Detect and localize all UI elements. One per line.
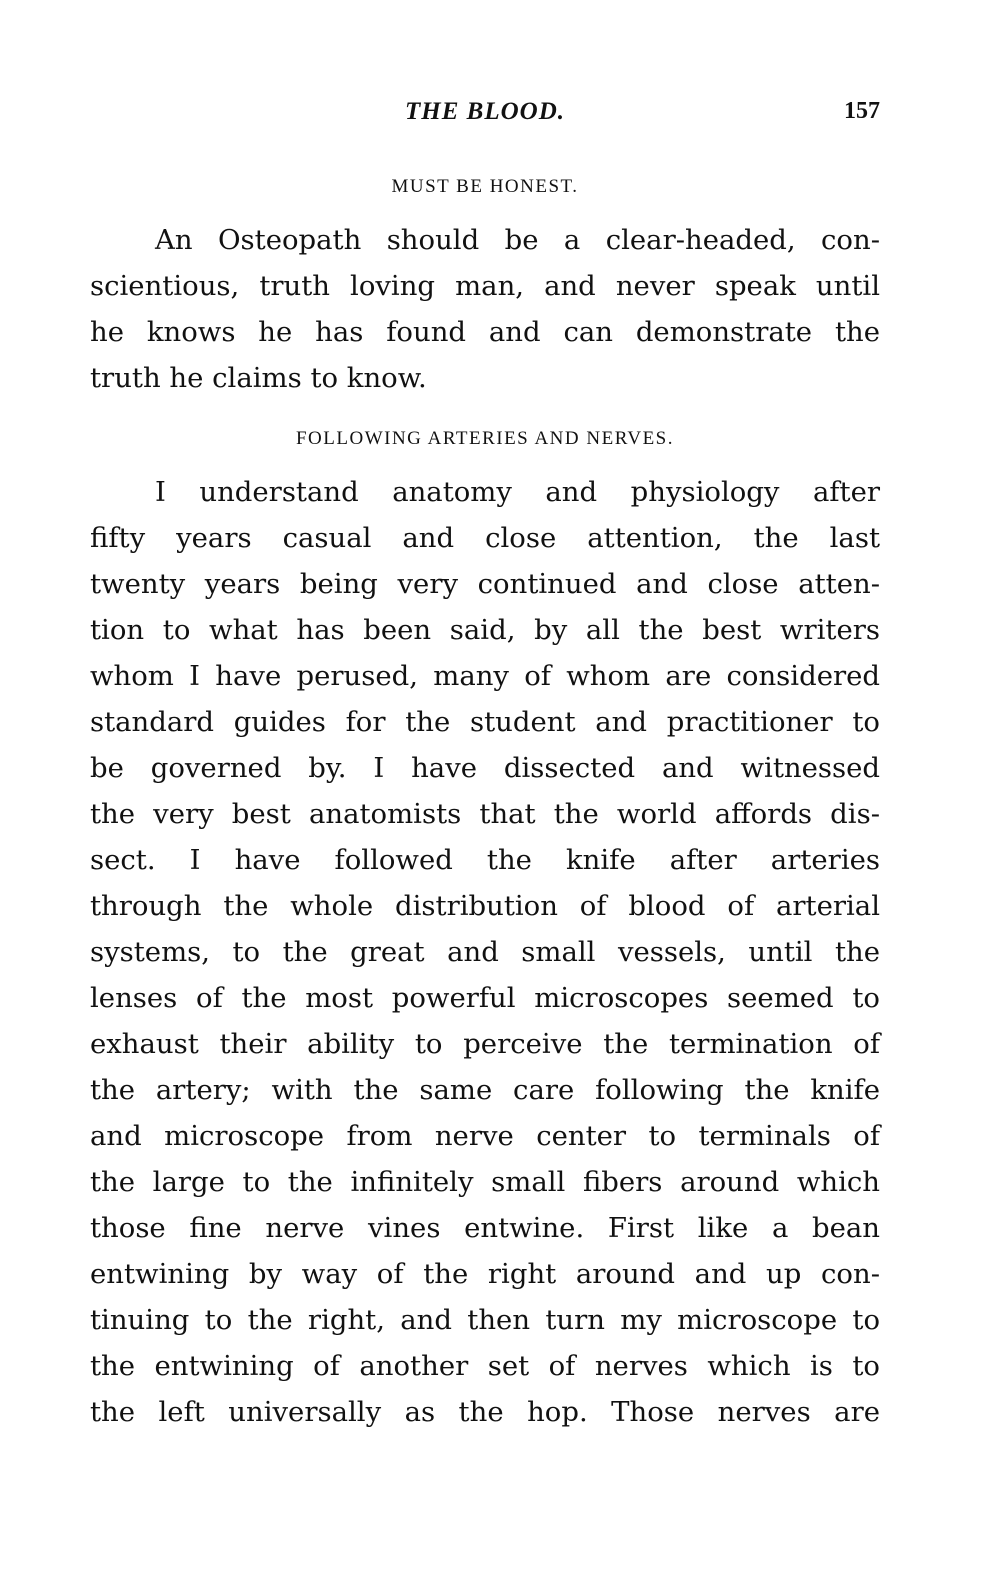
- paragraph-line: the very best anatomists that the world affords dis-: [90, 798, 880, 830]
- paragraph-line: I understand anatomy and physiology after: [155, 476, 880, 508]
- paragraph-line: lenses of the most powerful microscopes seemed to: [90, 982, 880, 1014]
- paragraph-line: through the whole distribution of blood of arterial: [90, 890, 880, 922]
- paragraph-line: sect. I have followed the knife after arteries: [90, 844, 880, 876]
- paragraph-line: and microscope from nerve center to terminals of: [90, 1120, 880, 1152]
- paragraph-line: the left universally as the hop. Those nerves are: [90, 1396, 880, 1428]
- paragraph-line: tion to what has been said, by all the best writers: [90, 614, 880, 646]
- paragraph-line: fifty years casual and close attention, the last: [90, 522, 880, 554]
- page-number: 157: [844, 98, 880, 124]
- paragraph-line: whom I have perused, many of whom are considered: [90, 660, 880, 692]
- section-heading-must-be-honest: MUST BE HONEST.: [391, 176, 579, 197]
- paragraph-line: tinuing to the right, and then turn my microscope to: [90, 1304, 880, 1336]
- paragraph-line: An Osteopath should be a clear-headed, con-: [155, 224, 880, 256]
- paragraph-line: systems, to the great and small vessels, until the: [90, 936, 880, 968]
- paragraph-line: he knows he has found and can demonstrate the: [90, 316, 880, 348]
- paragraph-line: scientious, truth loving man, and never speak until: [90, 270, 880, 302]
- paragraph-line: the large to the infinitely small fibers around which: [90, 1166, 880, 1198]
- paragraph-line: twenty years being very continued and close atten-: [90, 568, 880, 600]
- paragraph-line: the entwining of another set of nerves which is to: [90, 1350, 880, 1382]
- running-title: THE BLOOD.: [405, 98, 565, 125]
- section-heading-following-arteries-and-nerves: FOLLOWING ARTERIES AND NERVES.: [295, 428, 674, 449]
- paragraph-line: truth he claims to know.: [90, 362, 427, 394]
- paragraph-line: those fine nerve vines entwine. First like a bean: [90, 1212, 880, 1244]
- paragraph-line: exhaust their ability to perceive the termination of: [90, 1028, 880, 1060]
- paragraph-line: the artery; with the same care following the knife: [90, 1074, 880, 1106]
- paragraph-line: be governed by. I have dissected and witnessed: [90, 752, 880, 784]
- paragraph-line: standard guides for the student and practitioner to: [90, 706, 880, 738]
- running-head: [90, 98, 880, 138]
- paragraph-line: entwining by way of the right around and up con-: [90, 1258, 880, 1290]
